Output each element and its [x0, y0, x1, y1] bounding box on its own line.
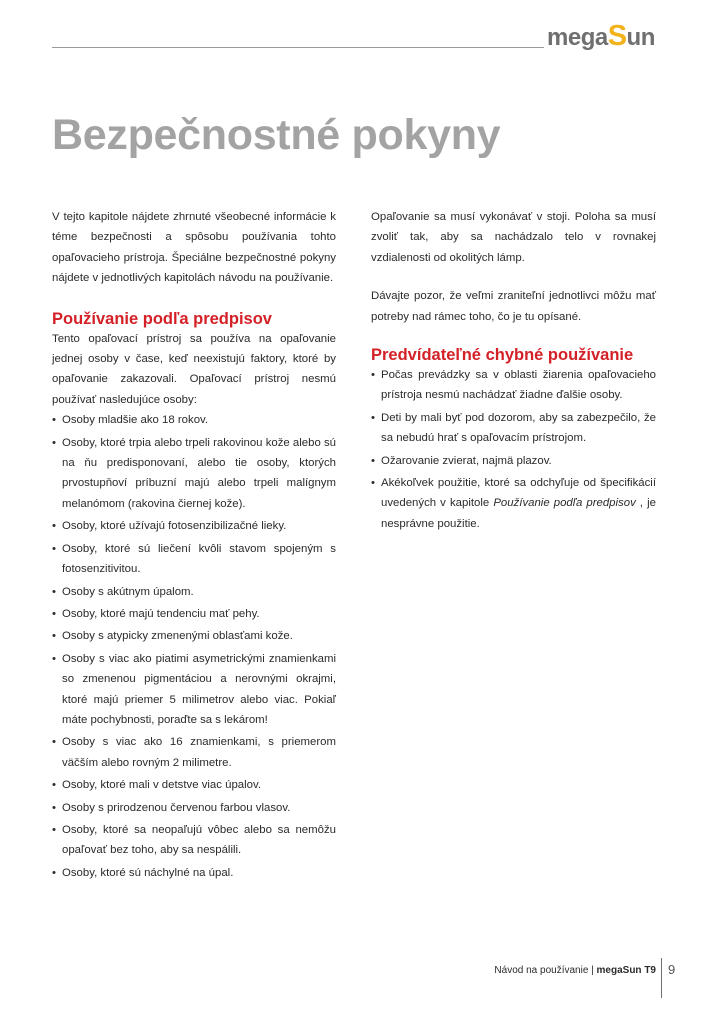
- intended-use-paragraph: Tento opaľovací prístroj sa používa na opaľovanie jednej osoby v čase, keď neexistujú faktory, ktoré by opaľovanie zakazovali. Opaľovací prístroj nesmú používať nasledujúce osoby:: [52, 332, 336, 406]
- list-item: • Osoby s atypicky zmenenými oblasťami kože.: [52, 626, 336, 646]
- right-column: [371, 207, 656, 534]
- bullet: •: [371, 454, 375, 467]
- bullet: •: [52, 607, 56, 620]
- bullet: •: [371, 369, 375, 382]
- list-item: • Osoby, ktoré trpia alebo trpeli rakovinou kože alebo sú na ňu predisponovaní, alebo tie osoby, ktorých prvostupňoví príbuzní majú alebo trpeli malígnym melanómom (rakovina čiernej kože).: [52, 433, 336, 515]
- footer-divider: [661, 958, 662, 998]
- bullet: •: [52, 823, 56, 836]
- list-item: • Osoby s viac ako piatimi asymetrickými znamienkami so zmenenou pigmentáciou a nerovnými okrajmi, ktoré majú priemer 5 milimetrov alebo viac. Pokiaľ máte pochybnosti, poraďte sa s lekárom!: [52, 649, 336, 731]
- bullet: •: [52, 801, 56, 814]
- list-item: • Počas prevádzky sa v oblasti žiarenia opaľovacieho prístroja nesmú nachádzať žiadne ďalšie osoby.: [371, 365, 656, 406]
- logo-text-un: un: [626, 24, 655, 51]
- bullet: •: [52, 542, 56, 555]
- left-column: [52, 207, 336, 883]
- list-item: • Osoby mladšie ako 18 rokov.: [52, 410, 336, 430]
- footer-product: megaSun T9: [596, 965, 656, 976]
- bullet: •: [52, 520, 56, 533]
- section-heading-intended-use: Používanie podľa predpisov: [52, 309, 272, 328]
- list-item: • Osoby s prirodzenou červenou farbou vlasov.: [52, 798, 336, 818]
- standing-paragraph: Opaľovanie sa musí vykonávať v stoji. Poloha sa musí zvoliť tak, aby sa nachádzalo telo v rovnakej vzdialenosti od okolitých lámp.: [371, 211, 656, 264]
- list-item: • Osoby, ktoré sú náchylné na úpal.: [52, 863, 336, 883]
- bullet: •: [52, 736, 56, 749]
- logo-letter-s: S: [607, 20, 627, 52]
- bullet: •: [52, 630, 56, 643]
- list-item: • Osoby, ktoré sú liečení kvôli stavom spojeným s fotosenzitivitou.: [52, 539, 336, 580]
- list-item: • Deti by mali byť pod dozorom, aby sa zabezpečilo, že sa nebudú hrať s opaľovacím prístrojom.: [371, 408, 656, 449]
- vulnerable-paragraph: Dávajte pozor, že veľmi zraniteľní jednotlivci môžu mať potreby nad rámec toho, čo je tu opísané.: [371, 290, 656, 323]
- section-heading-misuse: Predvídateľné chybné používanie: [371, 346, 634, 365]
- bullet: •: [52, 866, 56, 879]
- bullet: •: [371, 477, 375, 490]
- header-rule: [52, 47, 544, 48]
- intro-paragraph: V tejto kapitole nájdete zhrnuté všeobecné informácie k téme bezpečnosti a spôsobu používania tohto opaľovacieho prístroja. Špeciálne bezpečnostné pokyny nájdete v jednotlivých kapitolách návodu na používanie.: [52, 211, 336, 285]
- misuse-list: [371, 365, 656, 534]
- list-item: • Osoby, ktoré sa neopaľujú vôbec alebo sa nemôžu opaľovať bez toho, aby sa nespálili.: [52, 820, 336, 861]
- list-item: • Osoby s akútnym úpalom.: [52, 582, 336, 602]
- megasun-logo: [547, 20, 655, 53]
- bullet: •: [52, 652, 56, 665]
- list-item: • Osoby, ktoré mali v detstve viac úpalov.: [52, 775, 336, 795]
- list-item: • Osoby, ktoré majú tendenciu mať pehy.: [52, 604, 336, 624]
- chapter-reference: Používanie podľa predpisov: [493, 497, 636, 510]
- page-number: 9: [668, 962, 676, 977]
- list-item: • Osoby s viac ako 16 znamienkami, s priemerom väčším alebo rovným 2 milimetre.: [52, 732, 336, 773]
- bullet: •: [52, 585, 56, 598]
- footer-text: Návod na používanie | megaSun T9: [494, 965, 656, 976]
- list-item: • Ožarovanie zvierat, najmä plazov.: [371, 451, 656, 471]
- excluded-persons-list: [52, 410, 336, 883]
- list-item: • Akékoľvek použitie, ktoré sa odchyľuje od špecifikácií uvedených v kapitole Používanie podľa predpisov , je nesprávne použitie.: [371, 473, 656, 534]
- bullet: •: [52, 436, 56, 449]
- bullet: •: [371, 411, 375, 424]
- page-title: Bezpečnostné pokyny: [52, 111, 501, 159]
- bullet: •: [52, 779, 56, 792]
- bullet: •: [52, 414, 56, 427]
- logo-text-mega: mega: [547, 24, 608, 51]
- list-item: • Osoby, ktoré užívajú fotosenzibilizačné lieky.: [52, 516, 336, 536]
